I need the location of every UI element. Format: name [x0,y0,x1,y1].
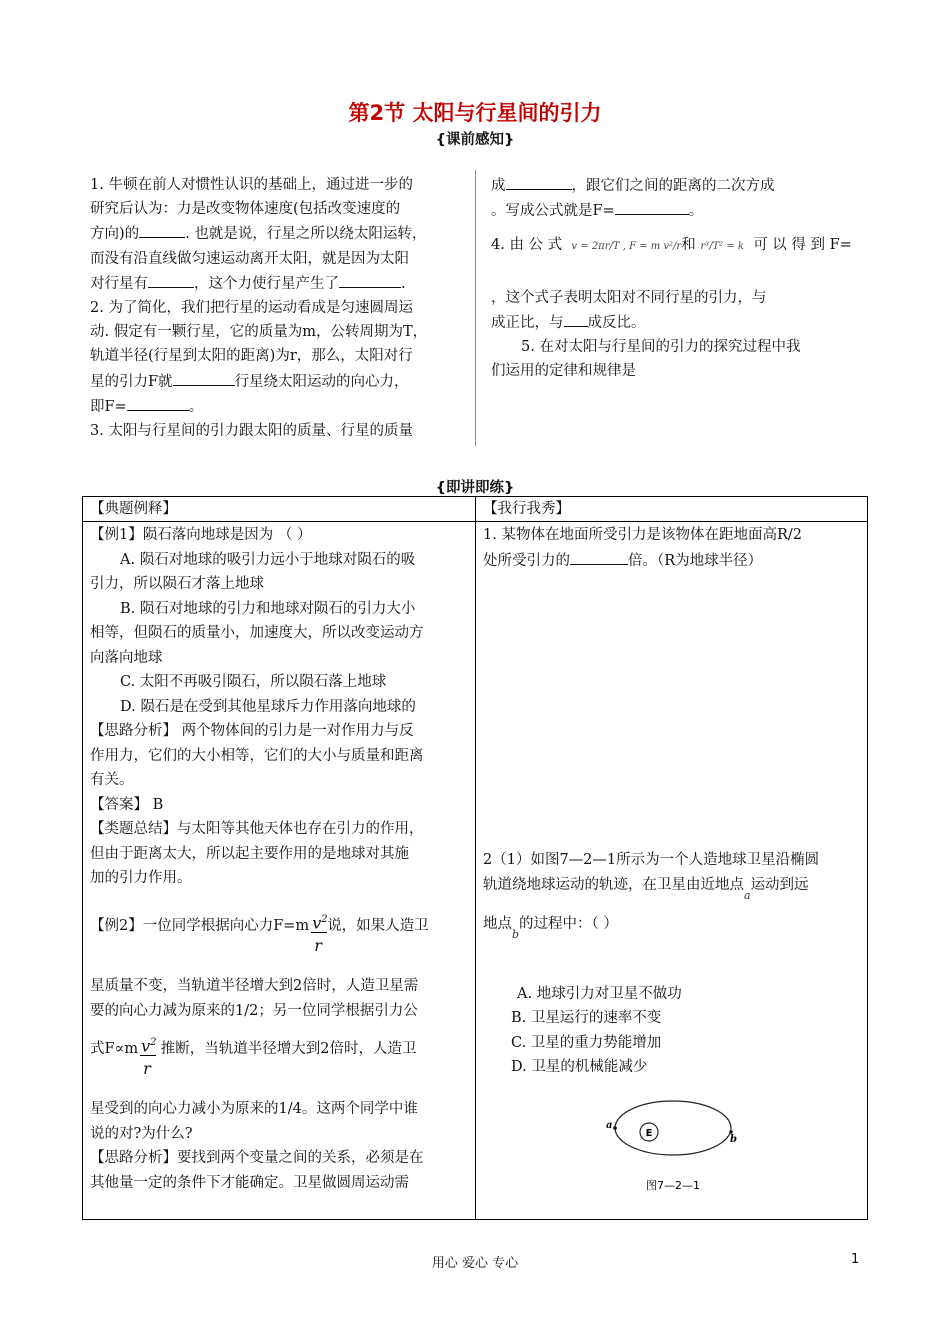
text-span: ，这个力使行星产生了 [194,275,339,292]
text-span: 成反比。 [587,314,646,331]
text-line [90,394,462,419]
text-span: 式F∝m [90,1041,139,1057]
figure-caption: 图7—2—1 [646,1179,700,1192]
text-line [491,233,863,259]
point-a-label: a [744,888,751,902]
frac-den: r [314,936,322,955]
question-text: 1. 某物体在地面所受引力是该物体在距地面高R/2 [483,527,802,543]
text-span: 推断，当轨道半径增大到2倍时，人造卫 [160,1041,417,1057]
fill-blank[interactable] [615,198,689,215]
table-column-divider [475,496,476,1220]
text-line: 1. 牛顿在前人对惯性认识的基础上，通过进一步的 [90,177,413,193]
orbit-ellipse [615,1101,731,1155]
text-line: 研究后认为：力是改变物体速度(包括改变速度的 [90,201,401,218]
option-b-cont: 向落向地球 [90,649,163,666]
question-text [90,912,468,955]
fill-blank[interactable] [564,310,588,327]
text-span: 。写成公式就是F= [491,203,615,220]
text-span: 处所受引力的 [483,552,570,569]
option-c: C. 卫星的重力势能增加 [511,1034,662,1051]
frac-num: v [141,1036,151,1056]
analysis-text: 其他量一定的条件下才能确定。卫星做圆周运动需 [90,1174,409,1191]
question-text: 2（1）如图7—2—1所示为一个人造地球卫星沿椭圆 [483,852,820,868]
text-span: 轨道绕地球运动的轨迹，在卫星由近地点 [483,876,744,893]
option-b: B. 卫星运行的速率不变 [511,1010,662,1026]
practice-2 [483,848,863,1080]
text-line [90,271,462,296]
text-line: 们运用的定律和规律是 [491,363,636,380]
text-span: . [401,275,406,292]
text-line [90,369,462,394]
text-line: 5. 在对太阳与行星间的引力的探究过程中我 [521,339,801,356]
question-text: 说的对?为什么? [90,1125,193,1142]
text-line: 2. 为了简化，我们把行星的运动看成是匀速圆周运 [90,300,413,317]
summary-text: 加的引力作用。 [90,870,192,886]
text-span: 方向)的 [90,226,140,243]
section-heading-preview: {课前感知} [435,132,515,148]
text-span: ，跟它们之间的距离的二次方成 [571,178,775,194]
option-d: D. 卫星的机械能减少 [511,1059,648,1075]
fill-blank[interactable] [148,271,194,288]
point-a [613,1126,617,1130]
example-1 [90,523,468,891]
preview-left-column [90,173,462,443]
fill-blank[interactable] [127,394,189,411]
column-divider [475,170,476,446]
text-line: 轨道半径(行星到太阳的距离)为r，那么，太阳对行 [90,348,413,365]
text-line: 动. 假定有一颗行星，它的质量为m，公转周期为T， [90,324,428,341]
fill-blank[interactable] [173,369,235,386]
text-line [491,310,863,335]
summary-text: 【类题总结】与太阳等其他天体也存在引力的作用， [90,821,424,837]
text-span: 对行星有 [90,275,148,292]
analysis-text: 【思路分析】要找到两个变量之间的关系，必须是在 [90,1150,424,1166]
fraction-v2-over-r: $\frac{v^2}{r}$ [309,912,327,952]
text-span: 即F= [90,398,127,415]
text-line: 而没有沿直线做匀速运动离开太阳，就是因为太阳 [90,250,409,267]
page-number: 1 [851,1252,860,1267]
analysis-text: 有关。 [90,772,134,788]
formula-image: r³/T² = k [700,241,744,253]
left-header: 【典题例释】 [90,501,177,517]
fill-blank[interactable] [570,548,628,565]
text-span: 倍。（R为地球半径） [628,552,763,569]
option-b: B. 陨石对地球的引力和地球对陨石的引力大小 [120,600,416,617]
orbit-diagram [600,1098,750,1194]
option-a-cont: 引力，所以陨石才落上地球 [90,576,264,592]
question-text: 【例1】陨石落向地球是因为 （ ） [90,527,312,543]
text-span: 地点 [483,916,512,932]
answer-text: 【答案】 B [90,796,164,813]
question-text: 星质量不变，当轨道半径增大到2倍时，人造卫星需 [90,978,419,994]
text-span: 的过程中：（ ） [519,916,618,932]
text-span: 说，如果人造卫 [327,918,429,934]
example-2 [90,912,468,1195]
frac-den: r [143,1059,151,1078]
option-a: A. 地球引力对卫星不做功 [517,985,682,1002]
summary-text: 但由于距离太大，所以起主要作用的是地球对其施 [90,845,409,862]
text-line [491,173,863,198]
figure-a-label: a [606,1120,613,1131]
text-span: 和 [681,237,696,254]
page-footer: 用心 爱心 专心 [431,1256,519,1271]
text-line: ，这个式子表明太阳对不同行星的引力，与 [491,289,767,306]
option-a: A. 陨石对地球的吸引力远小于地球对陨石的吸 [120,551,416,568]
text-span: 。 [188,398,204,415]
fill-blank[interactable] [339,271,401,288]
question-text [483,873,863,902]
fraction-v2-over-r: $\frac{v^2}{r}$ [138,1035,156,1075]
option-b-cont: 相等，但陨石的质量小，加速度大，所以改变运动方 [90,625,424,641]
formula-image: v = 2πr/T , F = m v²/r [571,241,682,253]
analysis-text: 作用力，它们的大小相等，它们的大小与质量和距离 [90,747,424,764]
preview-right-column [491,173,863,383]
practice-1 [483,523,863,573]
right-header: 【我行我秀】 [483,501,570,517]
question-text: 星受到的向心力减小为原来的1/4。这两个同学中谁 [90,1101,418,1117]
text-span: 星的引力F就 [90,373,173,390]
page-title: 第2节 太阳与行星间的引力 [348,101,602,125]
fill-blank[interactable] [139,221,185,238]
question-text: 要的向心力减为原来的1/2；另一位同学根据引力公 [90,1002,418,1019]
fill-blank[interactable] [506,173,572,190]
text-span: 运动到远 [750,876,809,893]
text-line [90,221,462,246]
analysis-text: 【思路分析】 两个物体间的引力是一对作用力与反 [90,723,414,739]
text-span: 4. 由 公 式 [491,237,563,254]
text-span: 成 [491,178,506,194]
figure-b-label: b [730,1134,737,1145]
option-c: C. 太阳不再吸引陨石，所以陨石落上地球 [120,674,387,690]
frac-num: v [312,913,322,933]
question-text [483,548,863,574]
question-text [90,1035,468,1078]
orbit-figure [600,1098,750,1194]
point-b-label: b [512,928,520,941]
question-text [483,912,863,941]
text-span: 行星绕太阳运动的向心力， [234,373,409,390]
section-heading-practice: {即讲即练} [435,480,515,496]
text-span: 成正比，与 [491,314,564,331]
earth-label: E [645,1128,653,1139]
text-span: 可 以 得 到 F= [753,237,852,254]
text-span: . 也就是说，行星之所以绕太阳运转， [185,226,427,243]
text-line: 3. 太阳与行星间的引力跟太阳的质量、行星的质量 [90,423,413,440]
option-d: D. 陨石是在受到其他星球斥力作用落向地球的 [120,698,416,715]
text-line [491,198,863,223]
text-span: 。 [688,203,704,220]
text-span: 【例2】一位同学根据向心力F=m [90,918,310,934]
